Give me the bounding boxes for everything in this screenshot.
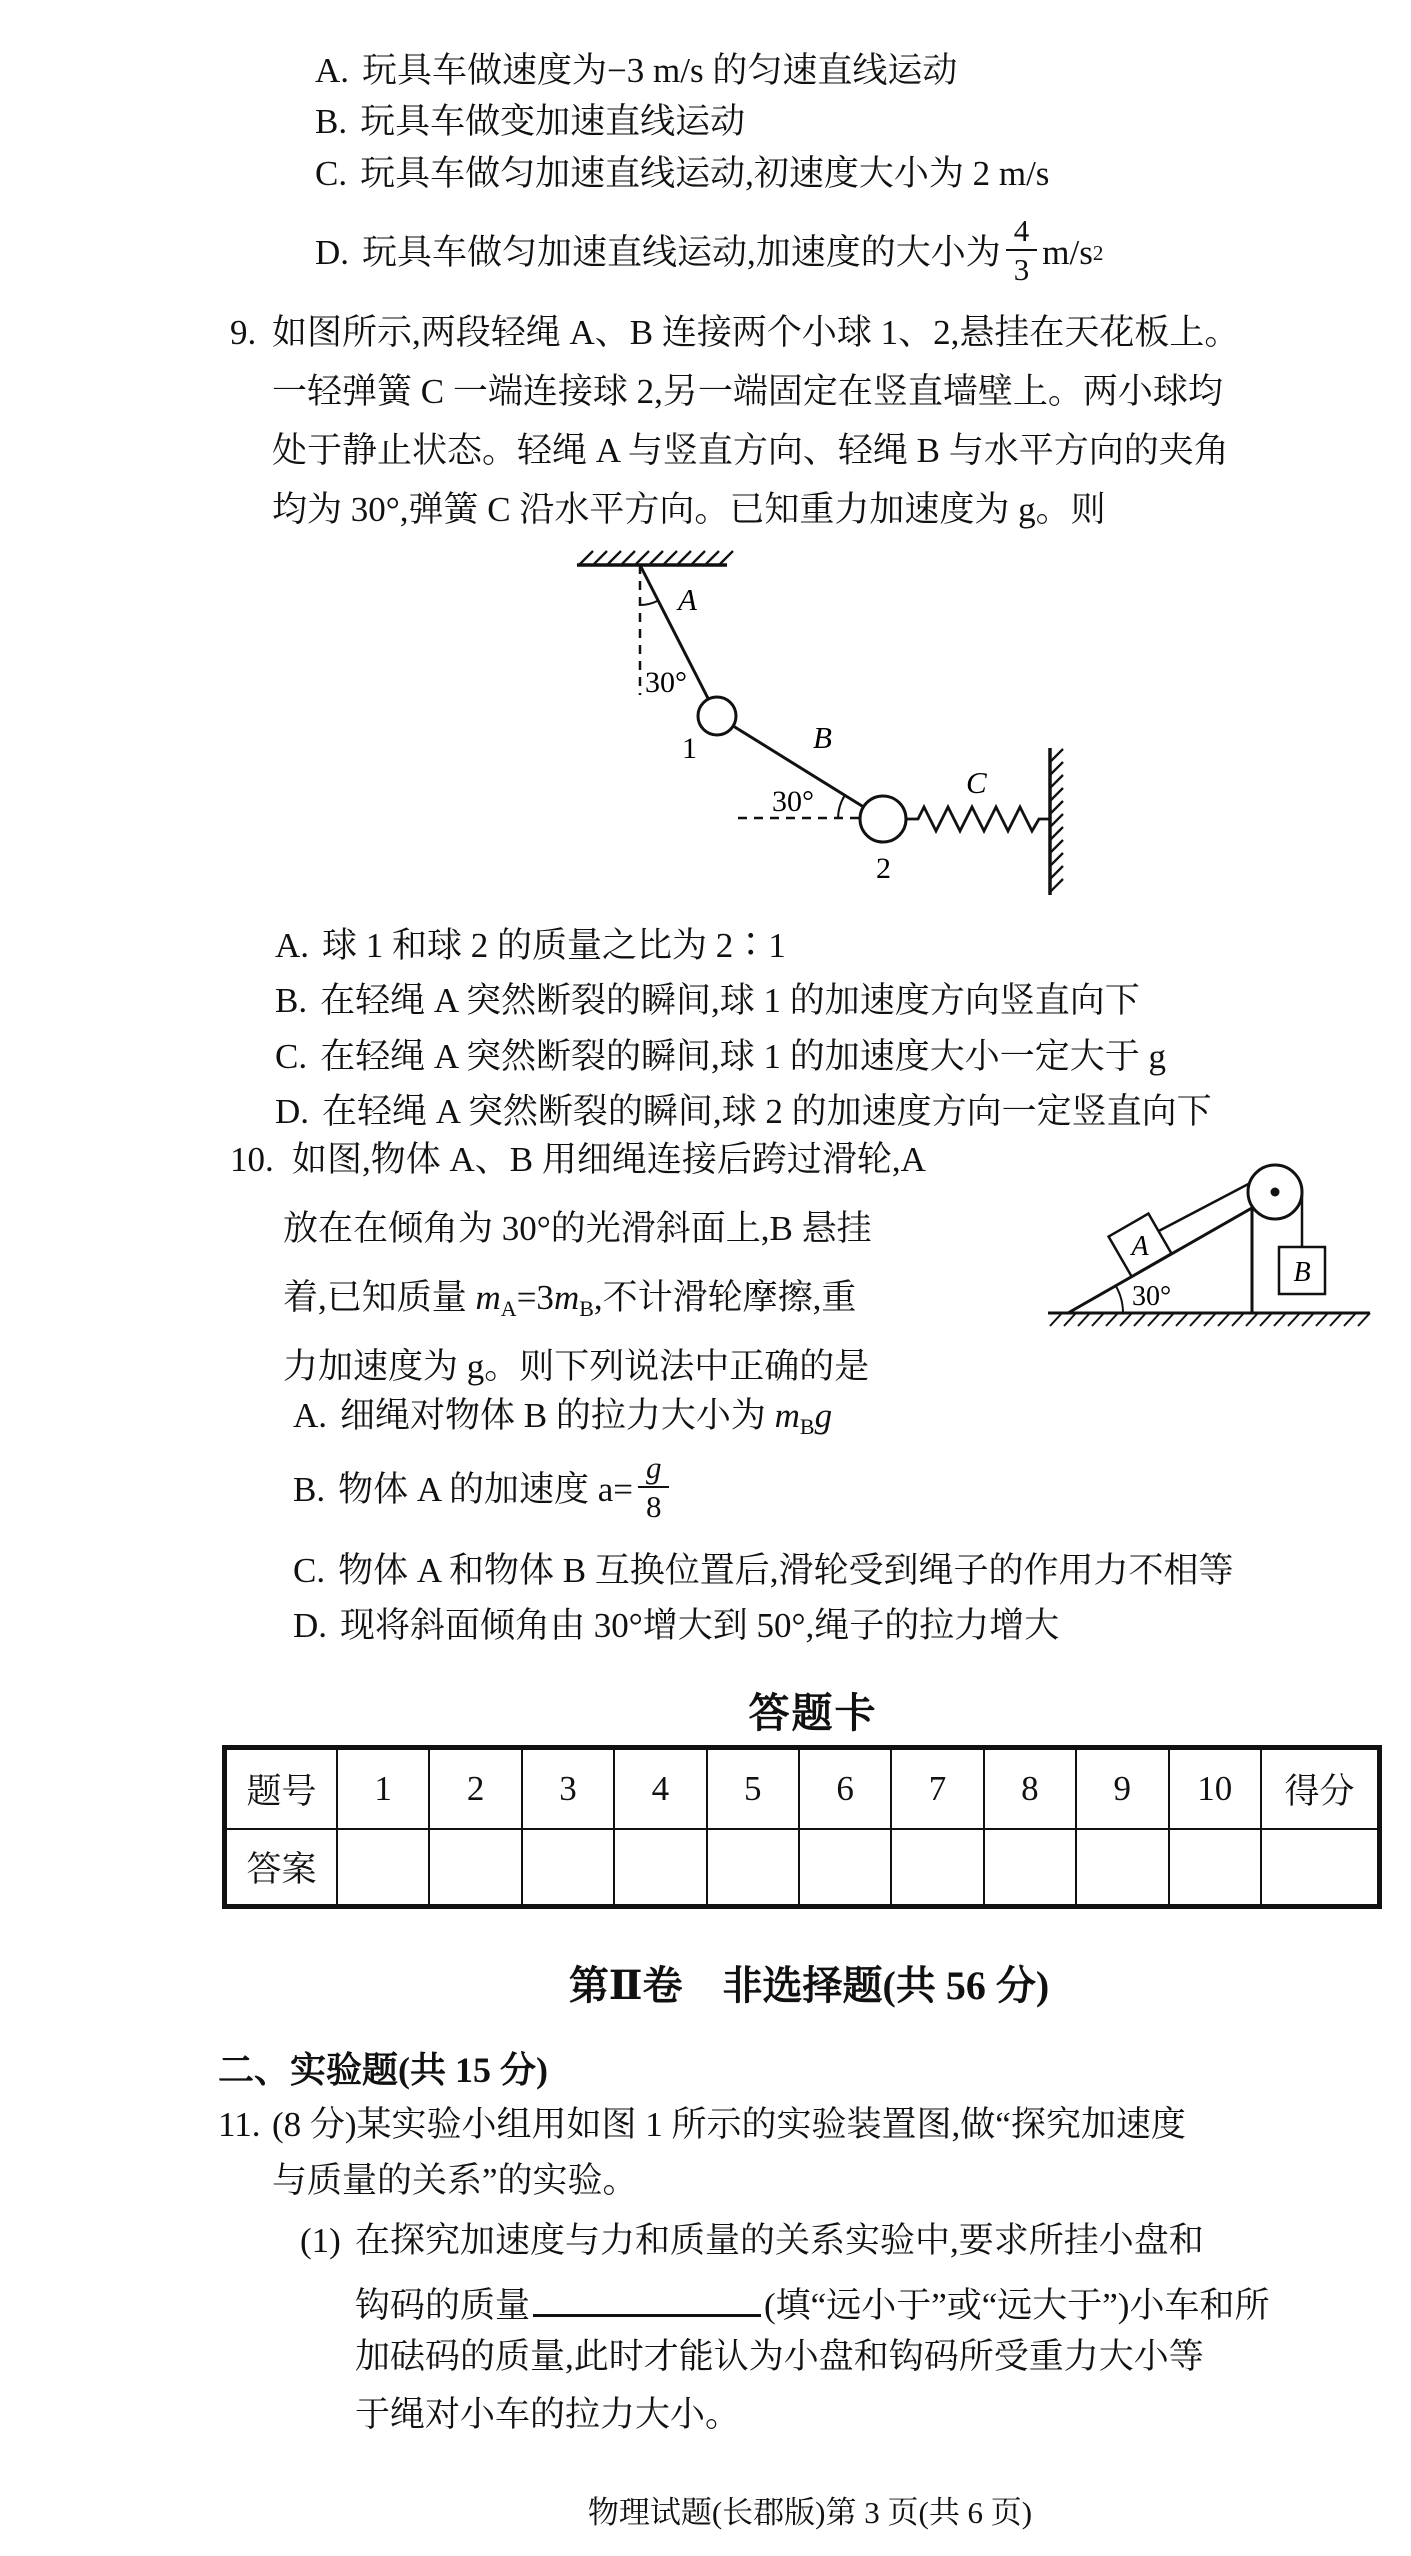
q10-line2: 放在在倾角为 30°的光滑斜面上,B 悬挂 [283, 1209, 872, 1248]
question-number: 11. [218, 2105, 261, 2144]
item-text: (填“远小于”或“远大于”)小车和所 [764, 2286, 1270, 2325]
fraction-denominator: 8 [645, 1489, 662, 1524]
answer-cell [799, 1829, 891, 1907]
q8-option-c [315, 153, 1049, 195]
header-cell: 4 [614, 1748, 706, 1830]
ball-1-label: 1 [682, 732, 697, 765]
option-text: 玩具车做匀加速直线运动,初速度大小为 2 m/s [360, 154, 1050, 193]
header-cell: 10 [1169, 1748, 1261, 1830]
header-cell: 9 [1076, 1748, 1168, 1830]
rope-a-label: A [678, 582, 697, 617]
q9-line4: 均为 30°,弹簧 C 沿水平方向。已知重力加速度为 g。则 [272, 490, 1106, 529]
option-text: 物体 A 的加速度 a= [338, 1470, 633, 1509]
subscript-b: B [799, 1414, 815, 1439]
header-cell: 2 [429, 1748, 521, 1830]
q9-line3: 处于静止状态。轻绳 A 与竖直方向、轻绳 B 与水平方向的夹角 [272, 431, 1229, 470]
page-footer: 物理试题(长郡版)第 3 页(共 6 页) [587, 2495, 1033, 2530]
option-text: 玩具车做匀加速直线运动,加速度的大小为 [362, 233, 1001, 272]
section2-heading: 二、实验题(共 15 分) [218, 2050, 548, 2090]
unit-exponent: 2 [1092, 241, 1104, 265]
q10-option-a [293, 1395, 832, 1448]
answer-card-title: 答题卡 [748, 1690, 878, 1736]
q9-line1 [230, 312, 1239, 354]
q11-line2: 与质量的关系”的实验。 [272, 2161, 638, 2200]
option-text: 在轻绳 A 突然断裂的瞬间,球 1 的加速度大小一定大于 g [320, 1037, 1166, 1076]
q11-item1-line2 [355, 2278, 1269, 2327]
subscript-a: A [500, 1296, 517, 1321]
header-cell: 8 [984, 1748, 1076, 1830]
fraction-denominator: 3 [1013, 252, 1030, 287]
option-label: C. [315, 154, 348, 193]
q8-option-d [315, 210, 1103, 296]
option-label: D. [315, 233, 350, 272]
q9-figure-ropes-spring-diagram [520, 548, 1120, 908]
option-label: D. [275, 1092, 310, 1131]
incline-angle-label: 30° [1132, 1281, 1172, 1312]
option-label: A. [315, 51, 350, 90]
option-text: 玩具车做速度为−3 m/s 的匀速直线运动 [362, 51, 958, 90]
option-text: 在轻绳 A 突然断裂的瞬间,球 2 的加速度方向一定竖直向下 [322, 1092, 1212, 1131]
option-text: 细绳对物体 B 的拉力大小为 [340, 1396, 775, 1435]
ceiling-hatching [580, 551, 733, 564]
ball-1 [698, 697, 736, 735]
option-text: 球 1 和球 2 的质量之比为 2∶1 [322, 926, 786, 965]
q8-option-a [315, 50, 957, 92]
q11-item1-line4: 于绳对小车的拉力大小。 [355, 2395, 741, 2434]
item-text: 在探究加速度与力和质量的关系实验中,要求所挂小盘和 [355, 2221, 1204, 2260]
item-number: (1) [300, 2221, 341, 2260]
q9-line2: 一轻弹簧 C 一端连接球 2,另一端固定在竖直墙壁上。两小球均 [272, 372, 1223, 411]
q10-line1 [230, 1139, 926, 1181]
angle-top-label: 30° [645, 666, 687, 699]
q9-option-b [275, 980, 1140, 1022]
question-text: (8 分)某实验小组用如图 1 所示的实验装置图,做“探究加速度 [272, 2105, 1186, 2144]
block-b-label: B [1293, 1257, 1311, 1288]
question-number: 9. [230, 313, 257, 352]
incline-angle-arc [1116, 1286, 1123, 1313]
q10-figure-incline-pulley-diagram [1040, 1150, 1400, 1340]
unit: m/s [1042, 233, 1093, 272]
q10-option-c [293, 1550, 1234, 1592]
question-number: 10. [230, 1140, 274, 1179]
header-cell: 得分 [1261, 1748, 1380, 1830]
q11-item1-line1 [300, 2220, 1204, 2262]
answer-cell [1261, 1829, 1380, 1907]
block-a-label: A [1131, 1231, 1149, 1262]
var-m: m [553, 1278, 580, 1317]
option-label: A. [275, 926, 310, 965]
answer-cell [522, 1829, 614, 1907]
pulley-axle [1271, 1188, 1280, 1197]
fraction [638, 1451, 670, 1524]
fraction-numerator: g [638, 1451, 670, 1488]
q10-line4: 力加速度为 g。则下列说法中正确的是 [283, 1347, 870, 1386]
var-m: m [774, 1396, 800, 1435]
answer-card-table [222, 1745, 1382, 1909]
ball-2 [860, 796, 906, 842]
q10-option-d [293, 1605, 1059, 1647]
q8-option-b [315, 101, 745, 143]
table-header-row [225, 1748, 1380, 1830]
option-text: 物体 A 和物体 B 互换位置后,滑轮受到绳子的作用力不相等 [338, 1551, 1234, 1590]
answer-cell [429, 1829, 521, 1907]
angle-arc-top [640, 601, 658, 605]
angle-bottom-label: 30° [772, 785, 814, 818]
subscript-b: B [579, 1296, 594, 1321]
rope-b-label: B [813, 720, 832, 755]
ball-2-label: 2 [876, 852, 891, 885]
header-cell: 3 [522, 1748, 614, 1830]
header-cell: 1 [337, 1748, 429, 1830]
q9-option-c [275, 1036, 1166, 1078]
option-text: 现将斜面倾角由 30°增大到 50°,绳子的拉力增大 [340, 1606, 1060, 1645]
q11-item1-line3: 加砝码的质量,此时才能认为小盘和钩码所受重力大小等 [355, 2337, 1204, 2376]
answer-cell [891, 1829, 983, 1907]
question-text: 如图所示,两段轻绳 A、B 连接两个小球 1、2,悬挂在天花板上。 [272, 313, 1240, 352]
header-cell: 7 [891, 1748, 983, 1830]
answer-label-cell: 答案 [225, 1829, 337, 1907]
option-label: C. [293, 1551, 326, 1590]
equals-3: =3 [516, 1278, 554, 1317]
option-label: C. [275, 1037, 308, 1076]
var-g: g [814, 1396, 833, 1435]
option-label: B. [275, 981, 308, 1020]
ground-hatching [1050, 1313, 1370, 1326]
answer-cell [614, 1829, 706, 1907]
table-answer-row [225, 1829, 1380, 1907]
option-label: B. [315, 102, 348, 141]
answer-cell [1076, 1829, 1168, 1907]
rope-incline [1153, 1180, 1256, 1234]
question-text: 如图,物体 A、B 用细绳连接后跨过滑轮,A [292, 1140, 926, 1179]
header-cell: 6 [799, 1748, 891, 1830]
header-cell: 题号 [225, 1748, 337, 1830]
q9-option-d [275, 1091, 1212, 1133]
question-text: 着,已知质量 [283, 1278, 476, 1317]
fill-in-blank [533, 2278, 761, 2317]
answer-cell [984, 1829, 1076, 1907]
answer-cell [707, 1829, 799, 1907]
q10-line3 [283, 1277, 856, 1330]
fraction [1006, 214, 1038, 287]
option-label: A. [293, 1396, 328, 1435]
answer-cell [337, 1829, 429, 1907]
item-text: 钩码的质量 [355, 2286, 531, 2325]
answer-cell [1169, 1829, 1261, 1907]
wall-hatching [1050, 749, 1063, 892]
spring-label: C [966, 765, 987, 800]
spring-zigzag [906, 807, 1050, 831]
q11-line1 [218, 2104, 1186, 2146]
option-text: 在轻绳 A 突然断裂的瞬间,球 1 的加速度方向竖直向下 [320, 981, 1140, 1020]
part2-title: 第Ⅱ卷 非选择题(共 56 分) [568, 1963, 1050, 2008]
option-label: B. [293, 1470, 326, 1509]
fraction-numerator: 4 [1006, 214, 1038, 251]
question-text: ,不计滑轮摩擦,重 [593, 1278, 857, 1317]
option-text: 玩具车做变加速直线运动 [360, 102, 746, 141]
option-label: D. [293, 1606, 328, 1645]
angle-arc-bottom [838, 795, 845, 819]
header-cell: 5 [707, 1748, 799, 1830]
q10-option-b [293, 1449, 674, 1528]
var-m: m [475, 1278, 501, 1317]
q9-option-a [275, 925, 786, 967]
